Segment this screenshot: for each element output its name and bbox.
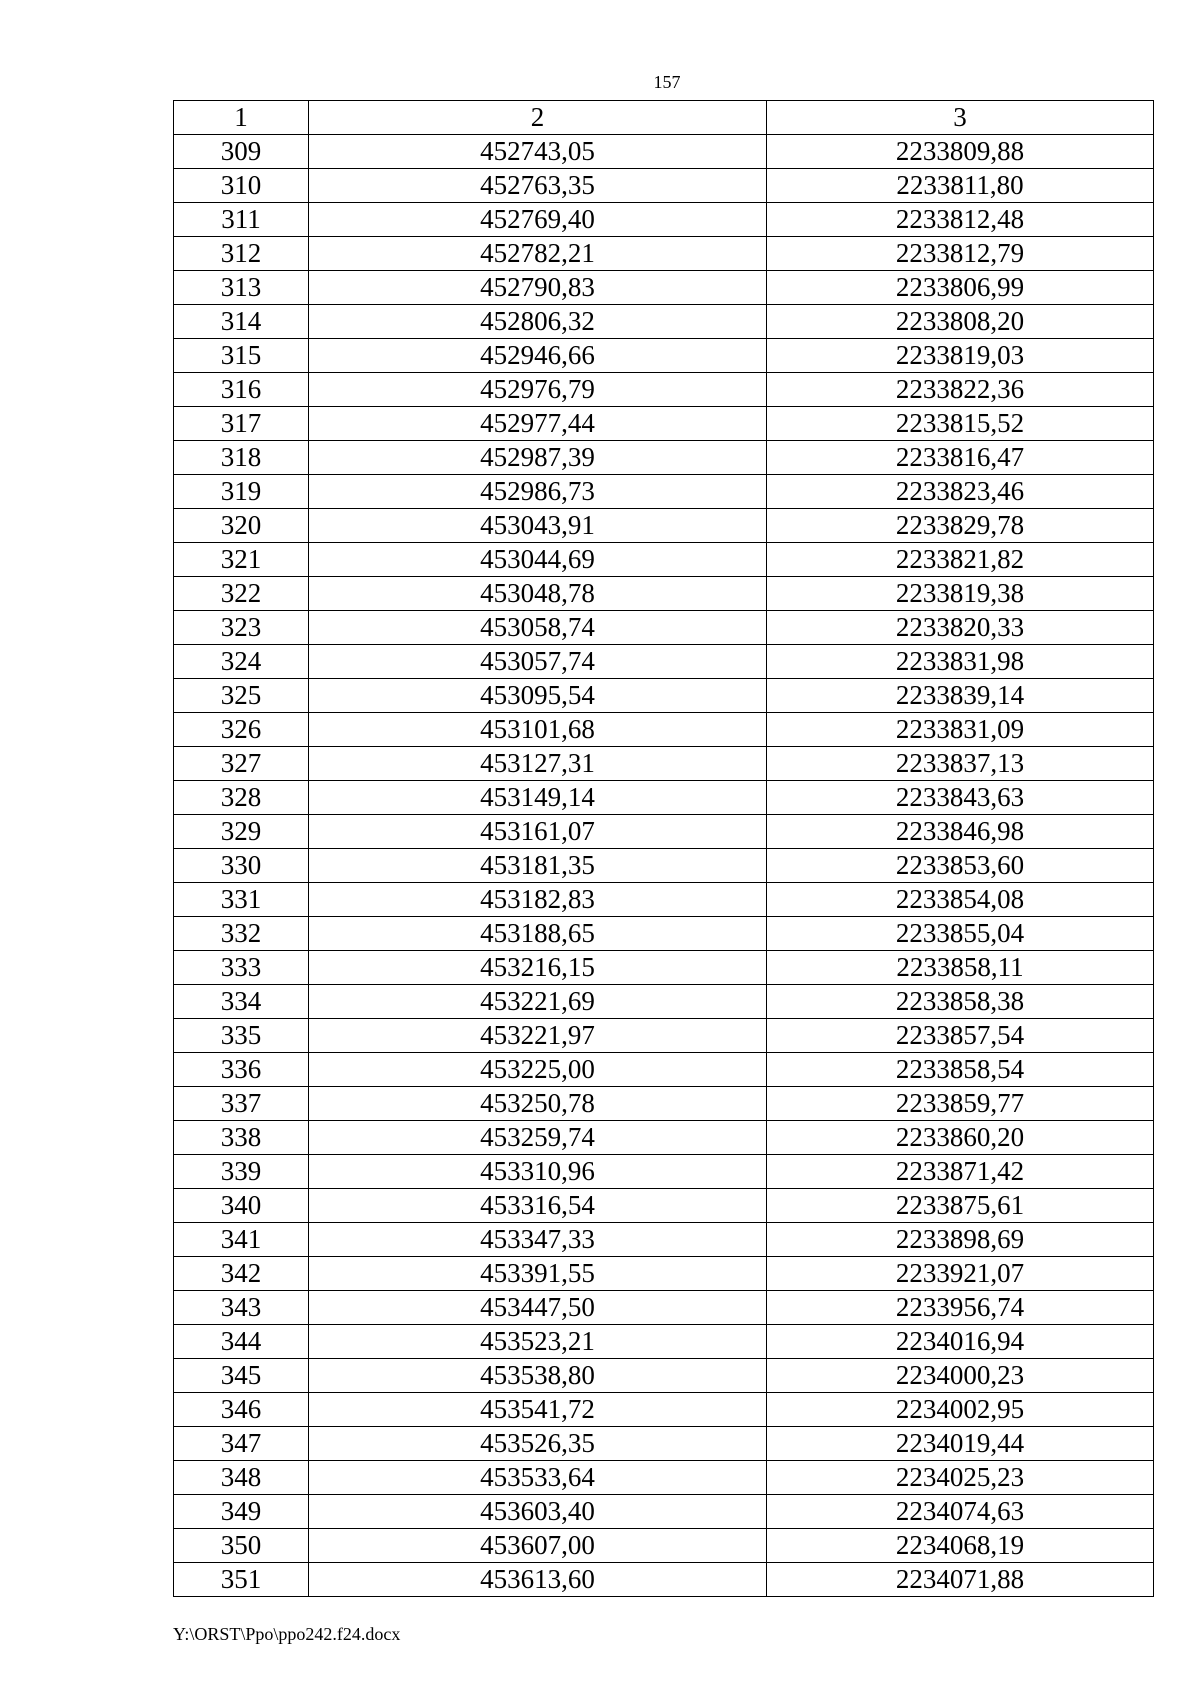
point-number-cell: 342: [174, 1257, 309, 1291]
table-row: [174, 713, 1154, 747]
y-coordinate-cell: 2233858,38: [767, 985, 1154, 1019]
point-number-cell: 327: [174, 747, 309, 781]
header-row: [174, 101, 1154, 135]
x-coordinate-cell: 453149,14: [309, 781, 767, 815]
point-number-cell: 343: [174, 1291, 309, 1325]
y-coordinate-cell: 2234074,63: [767, 1495, 1154, 1529]
point-number-cell: 339: [174, 1155, 309, 1189]
x-coordinate-cell: 453533,64: [309, 1461, 767, 1495]
y-coordinate-cell: 2233815,52: [767, 407, 1154, 441]
table-row: [174, 917, 1154, 951]
y-coordinate-cell: 2233811,80: [767, 169, 1154, 203]
point-number-cell: 320: [174, 509, 309, 543]
x-coordinate-cell: 453613,60: [309, 1563, 767, 1597]
table-row: [174, 203, 1154, 237]
y-coordinate-cell: 2233820,33: [767, 611, 1154, 645]
table-row: [174, 577, 1154, 611]
page-number: 157: [653, 72, 681, 92]
x-coordinate-cell: 452986,73: [309, 475, 767, 509]
x-coordinate-cell: 452763,35: [309, 169, 767, 203]
table-row: [174, 985, 1154, 1019]
x-coordinate-cell: 453607,00: [309, 1529, 767, 1563]
table-row: [174, 1461, 1154, 1495]
point-number-cell: 325: [174, 679, 309, 713]
table-row: [174, 1019, 1154, 1053]
x-coordinate-cell: 452769,40: [309, 203, 767, 237]
x-coordinate-cell: 453225,00: [309, 1053, 767, 1087]
y-coordinate-cell: 2233898,69: [767, 1223, 1154, 1257]
table-row: [174, 815, 1154, 849]
y-coordinate-cell: 2234000,23: [767, 1359, 1154, 1393]
table-row: [174, 645, 1154, 679]
x-coordinate-cell: 453161,07: [309, 815, 767, 849]
header-cell-3: 3: [767, 101, 1154, 135]
table-row: [174, 135, 1154, 169]
y-coordinate-cell: 2233855,04: [767, 917, 1154, 951]
point-number-cell: 331: [174, 883, 309, 917]
table-row: [174, 951, 1154, 985]
table-row: [174, 679, 1154, 713]
table-row: [174, 373, 1154, 407]
x-coordinate-cell: 453310,96: [309, 1155, 767, 1189]
table-header: [174, 101, 1154, 135]
point-number-cell: 330: [174, 849, 309, 883]
point-number-cell: 335: [174, 1019, 309, 1053]
y-coordinate-cell: 2233846,98: [767, 815, 1154, 849]
x-coordinate-cell: 453216,15: [309, 951, 767, 985]
y-coordinate-cell: 2233853,60: [767, 849, 1154, 883]
table-row: [174, 1189, 1154, 1223]
point-number-cell: 329: [174, 815, 309, 849]
x-coordinate-cell: 453095,54: [309, 679, 767, 713]
table-row: [174, 339, 1154, 373]
table-row: [174, 1291, 1154, 1325]
y-coordinate-cell: 2233860,20: [767, 1121, 1154, 1155]
table-row: [174, 509, 1154, 543]
table-row: [174, 1359, 1154, 1393]
point-number-cell: 321: [174, 543, 309, 577]
y-coordinate-cell: 2233839,14: [767, 679, 1154, 713]
point-number-cell: 317: [174, 407, 309, 441]
y-coordinate-cell: 2234071,88: [767, 1563, 1154, 1597]
table-row: [174, 1325, 1154, 1359]
y-coordinate-cell: 2233871,42: [767, 1155, 1154, 1189]
y-coordinate-cell: 2234025,23: [767, 1461, 1154, 1495]
point-number-cell: 309: [174, 135, 309, 169]
table-row: [174, 849, 1154, 883]
y-coordinate-cell: 2234002,95: [767, 1393, 1154, 1427]
y-coordinate-cell: 2234019,44: [767, 1427, 1154, 1461]
point-number-cell: 347: [174, 1427, 309, 1461]
table-row: [174, 1155, 1154, 1189]
point-number-cell: 318: [174, 441, 309, 475]
x-coordinate-cell: 453347,33: [309, 1223, 767, 1257]
point-number-cell: 349: [174, 1495, 309, 1529]
point-number-cell: 312: [174, 237, 309, 271]
table-row: [174, 883, 1154, 917]
x-coordinate-cell: 453057,74: [309, 645, 767, 679]
x-coordinate-cell: 452976,79: [309, 373, 767, 407]
x-coordinate-cell: 453101,68: [309, 713, 767, 747]
table-row: [174, 305, 1154, 339]
y-coordinate-cell: 2233806,99: [767, 271, 1154, 305]
x-coordinate-cell: 453250,78: [309, 1087, 767, 1121]
y-coordinate-cell: 2233823,46: [767, 475, 1154, 509]
point-number-cell: 340: [174, 1189, 309, 1223]
point-number-cell: 315: [174, 339, 309, 373]
y-coordinate-cell: 2233812,48: [767, 203, 1154, 237]
table-row: [174, 169, 1154, 203]
table-row: [174, 1529, 1154, 1563]
x-coordinate-cell: 452946,66: [309, 339, 767, 373]
x-coordinate-cell: 453188,65: [309, 917, 767, 951]
y-coordinate-cell: 2233956,74: [767, 1291, 1154, 1325]
x-coordinate-cell: 452790,83: [309, 271, 767, 305]
y-coordinate-cell: 2233809,88: [767, 135, 1154, 169]
point-number-cell: 322: [174, 577, 309, 611]
point-number-cell: 324: [174, 645, 309, 679]
table-row: [174, 543, 1154, 577]
x-coordinate-cell: 453526,35: [309, 1427, 767, 1461]
point-number-cell: 328: [174, 781, 309, 815]
table-row: [174, 1393, 1154, 1427]
y-coordinate-cell: 2234068,19: [767, 1529, 1154, 1563]
point-number-cell: 341: [174, 1223, 309, 1257]
point-number-cell: 323: [174, 611, 309, 645]
point-number-cell: 313: [174, 271, 309, 305]
y-coordinate-cell: 2233837,13: [767, 747, 1154, 781]
table-row: [174, 271, 1154, 305]
y-coordinate-cell: 2233808,20: [767, 305, 1154, 339]
x-coordinate-cell: 453603,40: [309, 1495, 767, 1529]
table-row: [174, 1495, 1154, 1529]
x-coordinate-cell: 453043,91: [309, 509, 767, 543]
x-coordinate-cell: 453048,78: [309, 577, 767, 611]
table-row: [174, 441, 1154, 475]
x-coordinate-cell: 453221,97: [309, 1019, 767, 1053]
point-number-cell: 348: [174, 1461, 309, 1495]
y-coordinate-cell: 2233921,07: [767, 1257, 1154, 1291]
x-coordinate-cell: 452806,32: [309, 305, 767, 339]
table-row: [174, 781, 1154, 815]
x-coordinate-cell: 453391,55: [309, 1257, 767, 1291]
y-coordinate-cell: 2233819,03: [767, 339, 1154, 373]
table-body: [174, 135, 1154, 1597]
point-number-cell: 344: [174, 1325, 309, 1359]
y-coordinate-cell: 2233859,77: [767, 1087, 1154, 1121]
y-coordinate-cell: 2233854,08: [767, 883, 1154, 917]
table-row: [174, 1087, 1154, 1121]
coordinates-table: [173, 100, 1154, 1597]
table-row: [174, 407, 1154, 441]
x-coordinate-cell: 452977,44: [309, 407, 767, 441]
point-number-cell: 333: [174, 951, 309, 985]
table-row: [174, 237, 1154, 271]
x-coordinate-cell: 453044,69: [309, 543, 767, 577]
y-coordinate-cell: 2233843,63: [767, 781, 1154, 815]
x-coordinate-cell: 453447,50: [309, 1291, 767, 1325]
point-number-cell: 311: [174, 203, 309, 237]
table-row: [174, 1427, 1154, 1461]
x-coordinate-cell: 453523,21: [309, 1325, 767, 1359]
y-coordinate-cell: 2233875,61: [767, 1189, 1154, 1223]
x-coordinate-cell: 453181,35: [309, 849, 767, 883]
footer-file-path: Y:\ORST\Ppo\ppo242.f24.docx: [173, 1624, 401, 1644]
table-row: [174, 747, 1154, 781]
y-coordinate-cell: 2233816,47: [767, 441, 1154, 475]
x-coordinate-cell: 453127,31: [309, 747, 767, 781]
point-number-cell: 346: [174, 1393, 309, 1427]
point-number-cell: 314: [174, 305, 309, 339]
y-coordinate-cell: 2233831,98: [767, 645, 1154, 679]
x-coordinate-cell: 453058,74: [309, 611, 767, 645]
x-coordinate-cell: 453182,83: [309, 883, 767, 917]
y-coordinate-cell: 2233857,54: [767, 1019, 1154, 1053]
point-number-cell: 337: [174, 1087, 309, 1121]
point-number-cell: 334: [174, 985, 309, 1019]
point-number-cell: 336: [174, 1053, 309, 1087]
x-coordinate-cell: 452987,39: [309, 441, 767, 475]
point-number-cell: 338: [174, 1121, 309, 1155]
table-row: [174, 475, 1154, 509]
point-number-cell: 310: [174, 169, 309, 203]
table-row: [174, 1121, 1154, 1155]
point-number-cell: 350: [174, 1529, 309, 1563]
point-number-cell: 316: [174, 373, 309, 407]
point-number-cell: 332: [174, 917, 309, 951]
point-number-cell: 319: [174, 475, 309, 509]
y-coordinate-cell: 2233821,82: [767, 543, 1154, 577]
y-coordinate-cell: 2233831,09: [767, 713, 1154, 747]
x-coordinate-cell: 452782,21: [309, 237, 767, 271]
table-row: [174, 1563, 1154, 1597]
x-coordinate-cell: 453541,72: [309, 1393, 767, 1427]
point-number-cell: 345: [174, 1359, 309, 1393]
header-cell-2: 2: [309, 101, 767, 135]
x-coordinate-cell: 452743,05: [309, 135, 767, 169]
y-coordinate-cell: 2234016,94: [767, 1325, 1154, 1359]
x-coordinate-cell: 453221,69: [309, 985, 767, 1019]
x-coordinate-cell: 453259,74: [309, 1121, 767, 1155]
y-coordinate-cell: 2233858,54: [767, 1053, 1154, 1087]
table-row: [174, 1223, 1154, 1257]
x-coordinate-cell: 453538,80: [309, 1359, 767, 1393]
y-coordinate-cell: 2233822,36: [767, 373, 1154, 407]
table-row: [174, 1257, 1154, 1291]
y-coordinate-cell: 2233812,79: [767, 237, 1154, 271]
point-number-cell: 351: [174, 1563, 309, 1597]
header-cell-1: 1: [174, 101, 309, 135]
y-coordinate-cell: 2233829,78: [767, 509, 1154, 543]
y-coordinate-cell: 2233819,38: [767, 577, 1154, 611]
table-row: [174, 1053, 1154, 1087]
x-coordinate-cell: 453316,54: [309, 1189, 767, 1223]
table-row: [174, 611, 1154, 645]
point-number-cell: 326: [174, 713, 309, 747]
y-coordinate-cell: 2233858,11: [767, 951, 1154, 985]
